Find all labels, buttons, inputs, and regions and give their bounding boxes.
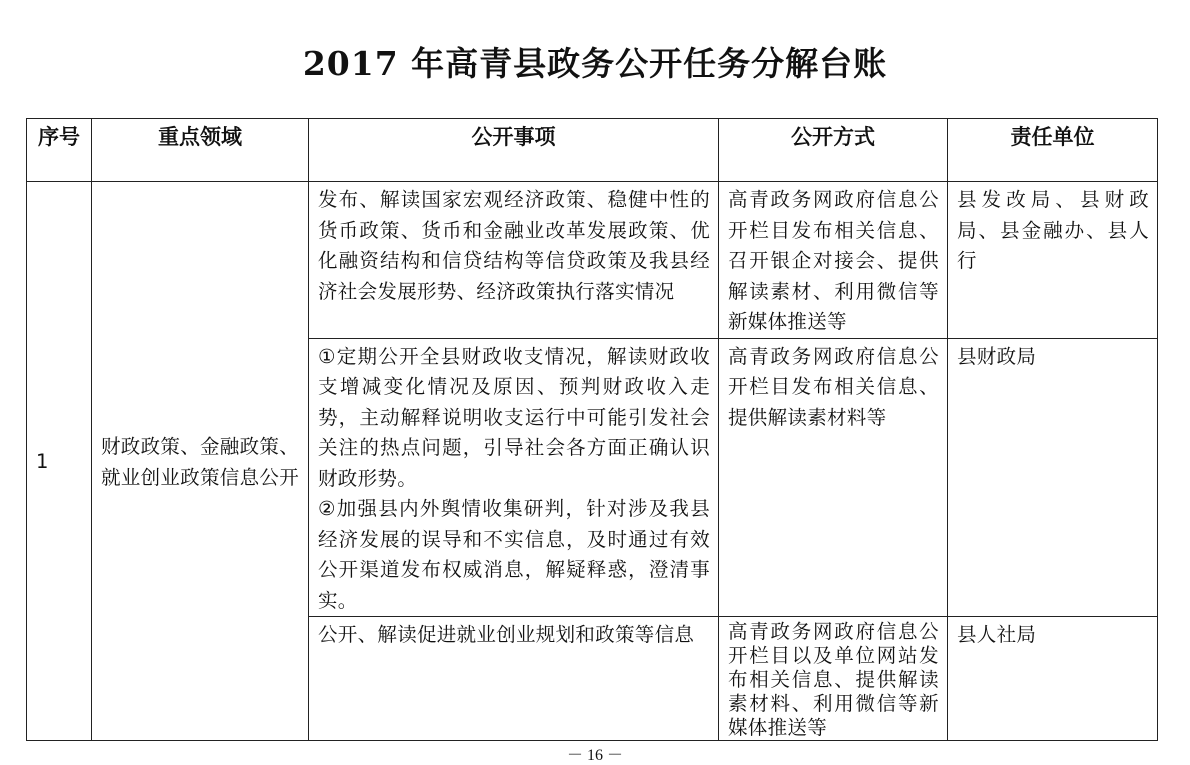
unit-text: 县人社局	[957, 623, 1037, 646]
row-unit	[948, 182, 1158, 339]
row-items	[309, 617, 719, 741]
items-text: 公开、解读促进就业创业规划和政策等信息	[318, 623, 695, 646]
row-items	[309, 338, 719, 617]
method-text: 高青政务网政府信息公开栏目以及单位网站发布相关信息、提供解读素材料、利用微信等新媒体推送等	[728, 620, 939, 739]
header-items: 公开事项	[309, 119, 719, 182]
row-seq: 1	[27, 182, 92, 741]
method-text: 高青政务网政府信息公开栏目发布相关信息、提供解读素材料等	[728, 344, 939, 429]
page-title: 2017 年高青县政务公开任务分解台账	[302, 44, 888, 83]
page-number: － 16 －	[566, 747, 623, 764]
table-header-row	[27, 119, 1158, 182]
items-paragraph-2: ②加强县内外舆情收集研判，针对涉及我县经济发展的误导和不实信息，及时通过有效公开渠道发布权威消息，解疑释惑，澄清事实。	[318, 497, 710, 612]
unit-text: 县发改局、县财政局、县金融办、县人行	[957, 188, 1149, 272]
header-area: 重点领域	[92, 119, 309, 182]
row-items	[309, 182, 719, 339]
items-text: 发布、解读国家宏观经济政策、稳健中性的货币政策、货币和金融业改革发展政策、优化融资结构和信贷结构等信贷政策及我县经济社会发展形势、经济政策执行落实情况	[318, 188, 710, 303]
header-method: 公开方式	[719, 119, 948, 182]
row-method	[719, 182, 948, 339]
row-unit	[948, 617, 1158, 741]
task-table	[26, 118, 1158, 741]
header-unit: 责任单位	[948, 119, 1158, 182]
table-row	[27, 182, 1158, 339]
method-text: 高青政务网政府信息公开栏目发布相关信息、召开银企对接会、提供解读素材、利用微信等新媒体推送等	[728, 188, 939, 333]
unit-text: 县财政局	[957, 344, 1037, 368]
row-method	[719, 617, 948, 741]
row-unit	[948, 338, 1158, 617]
row-method	[719, 338, 948, 617]
row-area: 财政政策、金融政策、就业创业政策信息公开	[92, 182, 309, 741]
header-seq: 序号	[27, 119, 92, 182]
items-paragraph-1: ①定期公开全县财政收支情况，解读财政收支增减变化情况及原因、预判财政收入走势，主动解释说明收支运行中可能引发社会关注的热点问题，引导社会各方面正确认识财政形势。	[318, 344, 710, 490]
